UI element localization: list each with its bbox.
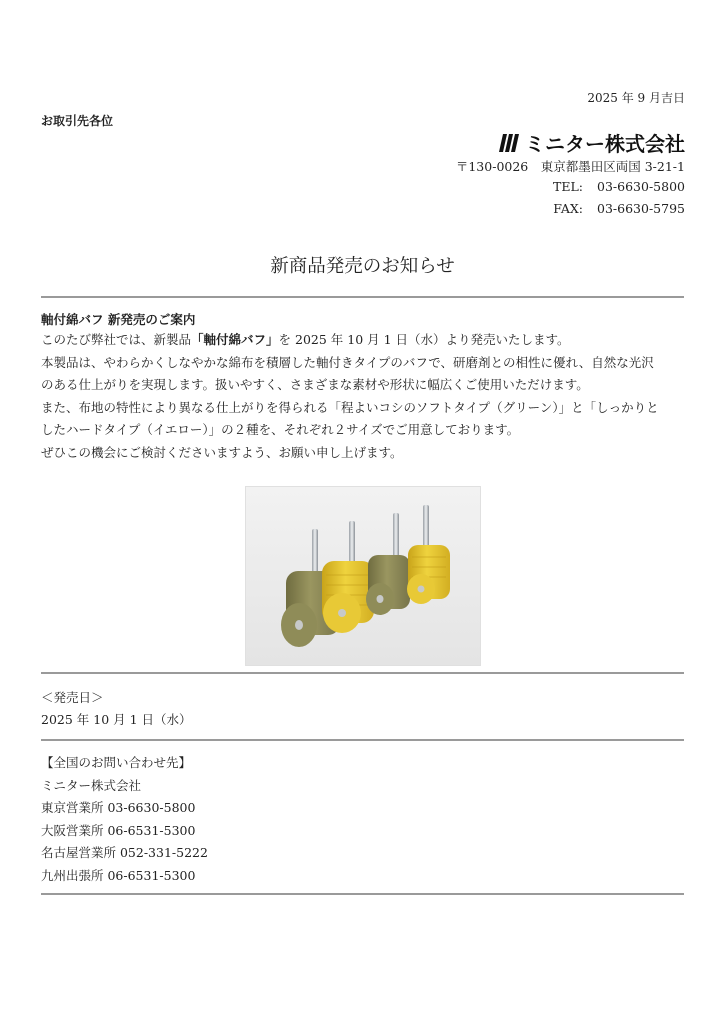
yellow-buff-small (407, 545, 450, 604)
contact-block (41, 752, 208, 887)
company-logo (499, 128, 685, 157)
divider-bottom (41, 893, 684, 895)
tel-label: TEL: (553, 179, 584, 194)
contact-heading: 【全国のお問い合わせ先】 (41, 755, 192, 770)
fax-number: 03-6630-5795 (597, 201, 685, 216)
company-fax (553, 201, 685, 216)
contact-office: 名古屋営業所 052-331-5222 (41, 845, 208, 860)
body-text-fragment: このたび弊社では、新製品 (41, 332, 192, 347)
company-address: 〒130-0026 東京都墨田区両国 3-21-1 (455, 159, 685, 174)
contact-company: ミニター株式会社 (41, 777, 142, 793)
fax-label: FAX: (553, 201, 584, 216)
announcement-subheading: 軸付綿バフ 新発売のご案内 (41, 312, 196, 327)
document-date: 2025 年 9 月吉日 (587, 91, 685, 105)
product-name: 「軸付綿バフ」 (191, 332, 279, 347)
release-date: 2025 年 10 月 1 日（水） (41, 712, 192, 727)
divider-top (41, 296, 684, 298)
page-title: 新商品発売のお知らせ (270, 256, 455, 277)
body-line: また、布地の特性により異なる仕上がりを得られる「程よいコシのソフトタイプ（グリーン）」と「しっかりと (41, 399, 659, 415)
contact-office: 九州出張所 06-6531-5300 (41, 867, 196, 883)
body-line: ぜひこの機会にご検討くださいますよう、お願い申し上げます。 (41, 444, 403, 460)
product-photo (245, 486, 481, 666)
tel-number: 03-6630-5800 (597, 179, 685, 194)
divider-lower (41, 739, 684, 741)
logo-slash-icon (499, 134, 519, 152)
contact-office: 大阪営業所 06-6531-5300 (41, 822, 196, 838)
company-tel (553, 179, 685, 194)
body-line (41, 329, 691, 352)
company-logo-text: ミニター株式会社 (525, 132, 685, 156)
release-label: ＜発売日＞ (41, 690, 104, 705)
product-photo-illustration (246, 487, 480, 665)
green-buff-small (366, 555, 410, 615)
body-line: 本製品は、やわらかくしなやかな綿布を積層した軸付きタイプのバフで、研磨剤との相性に優れ、自然な光沢 (41, 354, 654, 370)
contact-office: 東京営業所 03-6630-5800 (41, 800, 196, 815)
announcement-body (41, 329, 691, 464)
recipient-line: お取引先各位 (41, 114, 114, 128)
shaft (393, 513, 399, 557)
body-line: したハードタイプ（イエロー）」の２種を、それぞれ２サイズでご用意しております。 (41, 422, 520, 437)
divider-middle (41, 672, 684, 674)
shaft (423, 505, 429, 547)
body-text-fragment: を 2025 年 10 月 1 日（水）より発売いたします。 (278, 332, 570, 347)
body-line: のある仕上がりを実現します。扱いやすく、さまざまな素材や形状に幅広くご使用いただけます。 (41, 377, 589, 392)
